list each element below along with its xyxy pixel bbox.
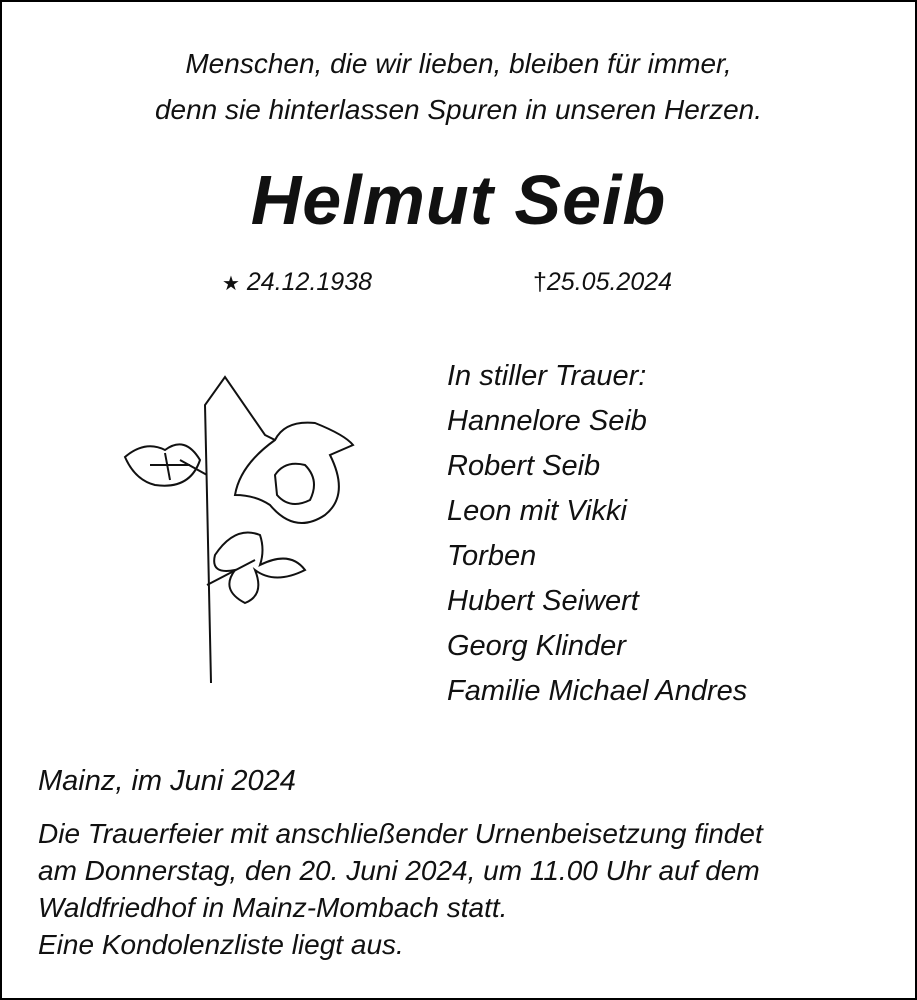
notice-line: Waldfriedhof in Mainz-Mombach statt. xyxy=(38,892,508,923)
death-date xyxy=(533,268,672,297)
rose-illustration-icon xyxy=(115,365,365,690)
birth-date-text: 24.12.1938 xyxy=(246,268,373,296)
mourner: Hannelore Seib xyxy=(447,405,647,437)
birth-date xyxy=(222,268,372,297)
mourner: Georg Klinder xyxy=(447,630,626,662)
cross-icon: † xyxy=(533,268,547,296)
mourner: Hubert Seiwert xyxy=(447,585,639,617)
notice-line: am Donnerstag, den 20. Juni 2024, um 11.00 Uhr auf dem xyxy=(38,855,760,886)
place-date: Mainz, im Juni 2024 xyxy=(38,765,296,797)
death-date-text: 25.05.2024 xyxy=(546,268,673,296)
motto-line-1: Menschen, die wir lieben, bleiben für immer, xyxy=(185,48,732,79)
notice-line: Eine Kondolenzliste liegt aus. xyxy=(38,929,404,960)
mourner: Leon mit Vikki xyxy=(447,495,627,527)
mourner: Robert Seib xyxy=(447,450,601,482)
mourner: Familie Michael Andres xyxy=(447,675,748,707)
star-icon: ★ xyxy=(222,273,240,295)
mourners-heading: In stiller Trauer: xyxy=(447,360,647,392)
deceased-name: Helmut Seib xyxy=(250,161,667,239)
notice-line: Die Trauerfeier mit anschließender Urnenbeisetzung findet xyxy=(38,818,763,849)
motto-line-2: denn sie hinterlassen Spuren in unseren Herzen. xyxy=(154,94,763,125)
mourner: Torben xyxy=(447,540,537,572)
